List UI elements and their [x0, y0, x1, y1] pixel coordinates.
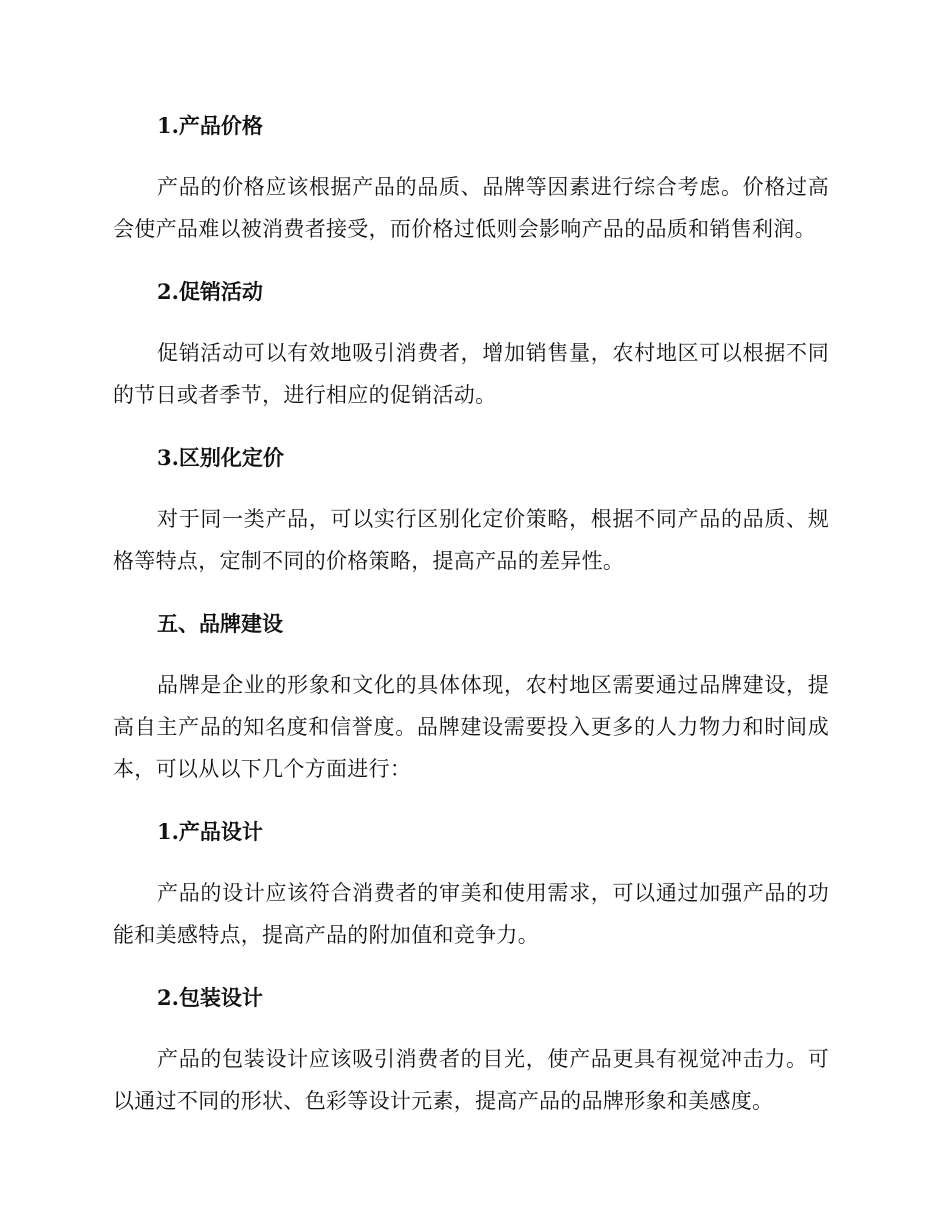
section-heading-packaging-design: 2.包装设计 — [157, 985, 263, 1010]
section-heading-differentiated-pricing: 3.区别化定价 — [157, 445, 284, 470]
section-heading-brand-building: 五、品牌建设 — [157, 611, 283, 636]
section-heading-promotion: 2.促销活动 — [157, 279, 263, 304]
section-paragraph-differentiated-pricing: 对于同一类产品，可以实行区别化定价策略，根据不同产品的品质、规格等特点，定制不同的价格策略，提高产品的差异性。 — [113, 507, 829, 573]
section-heading-product-design: 1.产品设计 — [157, 819, 263, 844]
document-body — [113, 104, 829, 1122]
section-paragraph-packaging-design: 产品的包装设计应该吸引消费者的目光，使产品更具有视觉冲击力。可以通过不同的形状、色彩等设计元素，提高产品的品牌形象和美感度。 — [113, 1047, 829, 1113]
section-paragraph-product-price: 产品的价格应该根据产品的品质、品牌等因素进行综合考虑。价格过高会使产品难以被消费者接受，而价格过低则会影响产品的品质和销售利润。 — [113, 175, 829, 241]
section-paragraph-brand-building: 品牌是企业的形象和文化的具体体现，农村地区需要通过品牌建设，提高自主产品的知名度和信誉度。品牌建设需要投入更多的人力物力和时间成本，可以从以下几个方面进行： — [113, 673, 829, 781]
section-heading-product-price: 1.产品价格 — [157, 113, 263, 138]
section-paragraph-promotion: 促销活动可以有效地吸引消费者，增加销售量，农村地区可以根据不同的节日或者季节，进行相应的促销活动。 — [113, 341, 829, 407]
section-paragraph-product-design: 产品的设计应该符合消费者的审美和使用需求，可以通过加强产品的功能和美感特点，提高产品的附加值和竞争力。 — [113, 881, 829, 947]
